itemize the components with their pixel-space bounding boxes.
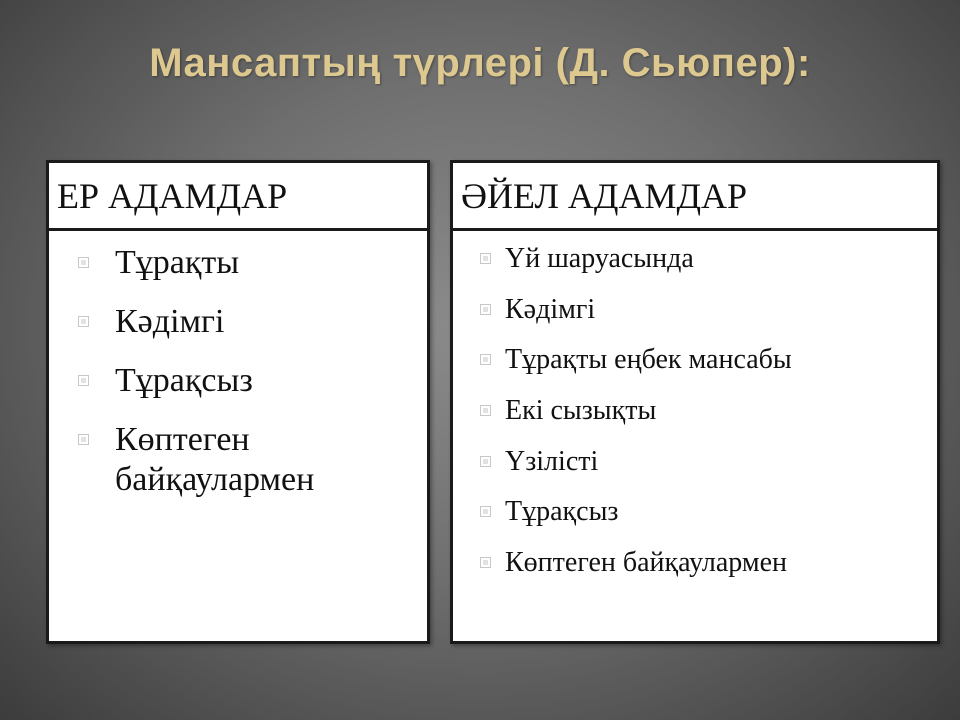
square-bullet-icon	[480, 557, 491, 568]
men-career-list	[49, 231, 427, 500]
list-item-text: Тұрақсыз	[505, 496, 619, 528]
list-item	[49, 361, 427, 401]
women-panel	[450, 160, 940, 644]
square-bullet-icon	[480, 304, 491, 315]
list-item	[453, 446, 937, 478]
square-bullet-icon	[78, 434, 89, 445]
square-bullet-icon	[480, 506, 491, 517]
list-item-text: Көптеген байқаулармен	[505, 547, 787, 579]
list-item-text: Үзілісті	[505, 445, 599, 477]
list-item-text: Көптеген байқаулармен	[115, 421, 315, 498]
women-panel-header: ӘЙЕЛ АДАМДАР	[453, 163, 937, 231]
list-item-text: Екі сызықты	[505, 395, 657, 427]
list-item	[453, 547, 937, 579]
list-item	[453, 395, 937, 427]
square-bullet-icon	[78, 257, 89, 268]
list-item-text: Тұрақсыз	[115, 362, 253, 399]
list-item	[453, 294, 937, 326]
women-career-list	[453, 231, 937, 579]
square-bullet-icon	[78, 375, 89, 386]
square-bullet-icon	[480, 405, 491, 416]
list-item-text: Кәдімгі	[115, 303, 225, 340]
square-bullet-icon	[480, 253, 491, 264]
square-bullet-icon	[480, 354, 491, 365]
list-item-text: Тұрақты еңбек мансабы	[505, 344, 792, 376]
list-item	[49, 420, 427, 500]
list-item	[453, 344, 937, 376]
list-item	[453, 496, 937, 528]
slide-title: Мансаптың түрлері (Д. Сьюпер):	[149, 41, 811, 85]
list-item	[49, 243, 427, 283]
list-item-text: Кәдімгі	[505, 293, 596, 325]
men-panel	[46, 160, 430, 644]
square-bullet-icon	[480, 456, 491, 467]
men-panel-header: ЕР АДАМДАР	[49, 163, 427, 231]
square-bullet-icon	[78, 316, 89, 327]
list-item-text: Үй шаруасында	[505, 243, 694, 274]
list-item	[49, 302, 427, 342]
list-item-text: Тұрақты	[115, 244, 240, 281]
list-item	[453, 243, 937, 275]
